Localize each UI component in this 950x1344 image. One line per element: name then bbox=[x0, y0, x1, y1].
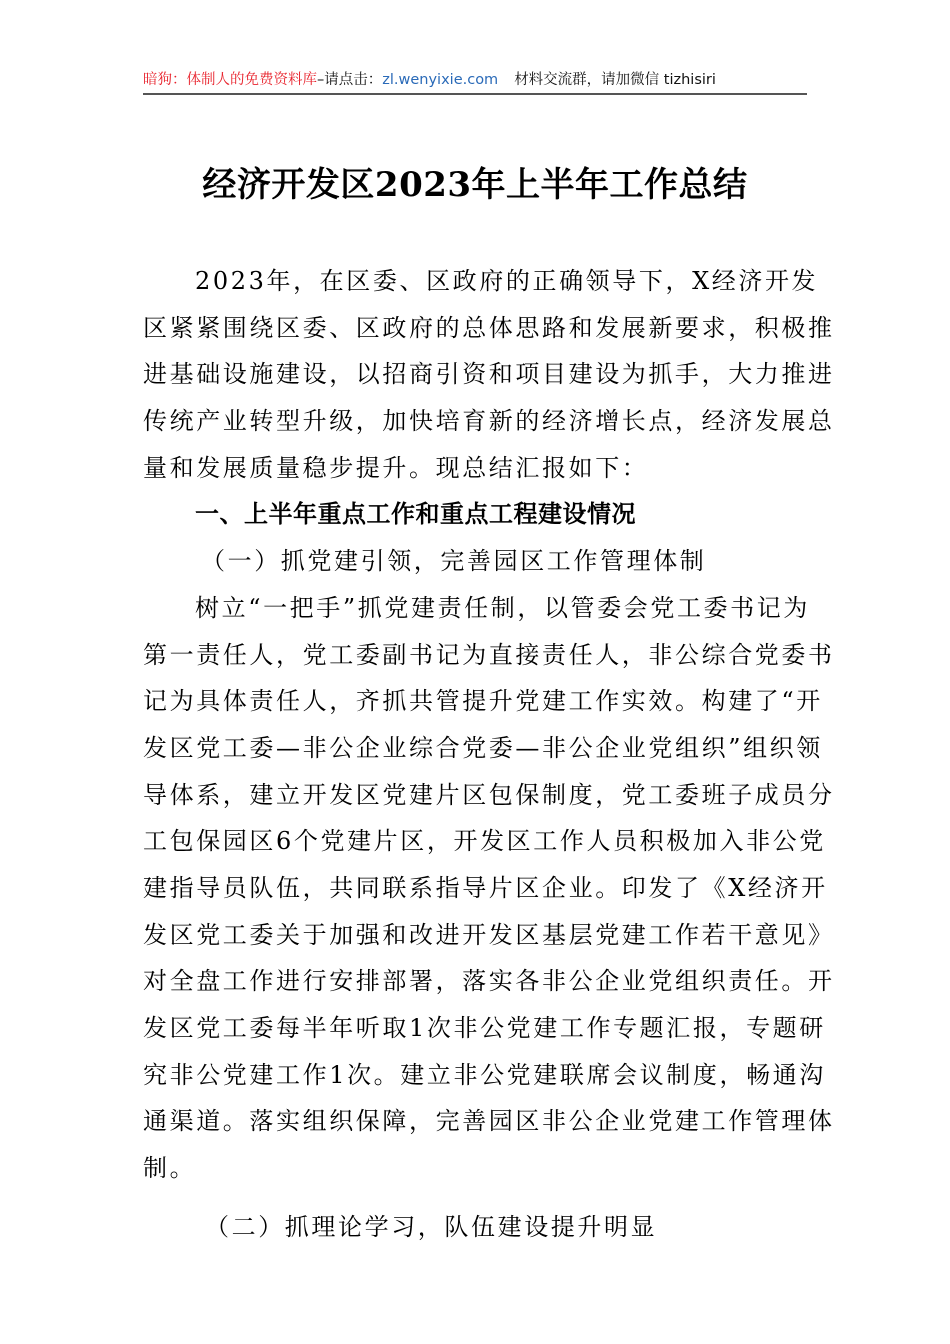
header-brand-text: 暗狗：体制人的免费资料库 bbox=[143, 72, 317, 88]
paragraph-line: 工包保园区6个党建片区，开发区工作人员积极加入非公党 bbox=[143, 827, 826, 856]
watermark-header bbox=[143, 68, 807, 92]
paragraph-line: 对全盘工作进行安排部署，落实各非公企业党组织责任。开 bbox=[143, 967, 835, 996]
subsection-heading: （一）抓党建引领，完善园区工作管理体制 bbox=[201, 547, 707, 576]
paragraph-line: 究非公党建工作1次。建立非公党建联席会议制度，畅通沟 bbox=[143, 1060, 826, 1089]
header-group-text: 材料交流群，请加微信 tizhisiri bbox=[514, 72, 716, 88]
paragraph-line: 记为具体责任人，齐抓共管提升党建工作实效。构建了“开 bbox=[143, 687, 823, 716]
paragraph-line: 量和发展质量稳步提升。现总结汇报如下： bbox=[143, 453, 649, 482]
paragraph-line: 发区党工委关于加强和改进开发区基层党建工作若干意见》 bbox=[143, 920, 835, 949]
section-heading: 一、上半年重点工作和重点工程建设情况 bbox=[195, 500, 636, 529]
paragraph-line: 进基础设施建设，以招商引资和项目建设为抓手，大力推进 bbox=[143, 360, 835, 389]
paragraph-line: 建指导员队伍，共同联系指导片区企业。印发了《X经济开 bbox=[143, 873, 828, 902]
paragraph-line: 通渠道。落实组织保障，完善园区非公企业党建工作管理体 bbox=[143, 1107, 835, 1136]
paragraph-line: 2023年，在区委、区政府的正确领导下，X经济开发 bbox=[195, 267, 819, 295]
document-body bbox=[143, 258, 835, 1250]
subsection-heading: （二）抓理论学习，队伍建设提升明显 bbox=[205, 1212, 658, 1241]
paragraph-line: 导体系，建立开发区党建片区包保制度，党工委班子成员分 bbox=[143, 780, 835, 809]
paragraph-line: 发区党工委—非公企业综合党委—非公企业党组织”组织领 bbox=[143, 733, 823, 762]
paragraph-line: 制。 bbox=[143, 1154, 197, 1183]
paragraph-line: 第一责任人，党工委副书记为直接责任人，非公综合党委书 bbox=[143, 640, 835, 669]
paragraph-line: 区紧紧围绕区委、区政府的总体思路和发展新要求，积极推 bbox=[143, 313, 835, 342]
paragraph-line: 发区党工委每半年听取1次非公党建工作专题汇报，专题研 bbox=[143, 1014, 826, 1042]
document-title: 经济开发区2023年上半年工作总结 bbox=[202, 165, 748, 205]
header-click-prompt: –请点击： bbox=[317, 72, 383, 88]
paragraph-line: 传统产业转型升级，加快培育新的经济增长点，经济发展总 bbox=[143, 407, 835, 436]
paragraph-line: 树立“一把手”抓党建责任制，以管委会党工委书记为 bbox=[195, 593, 810, 622]
header-divider bbox=[143, 93, 807, 95]
header-link[interactable]: zl.wenyixie.com bbox=[382, 72, 499, 88]
intro-paragraph bbox=[143, 258, 835, 491]
subsection-paragraph bbox=[143, 585, 835, 1192]
